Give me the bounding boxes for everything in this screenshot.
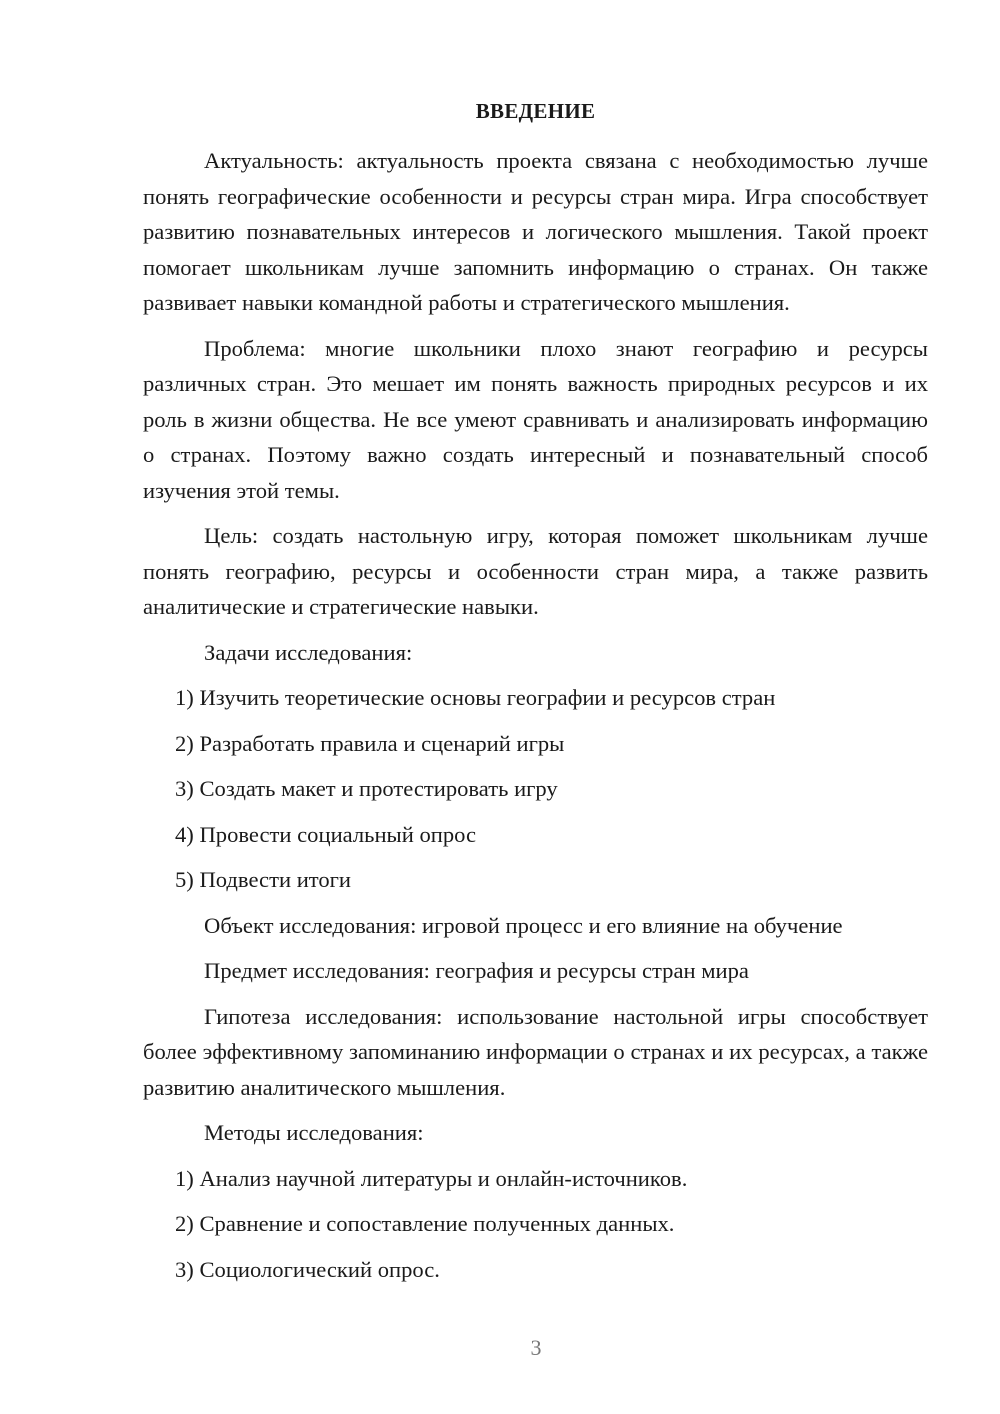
goal-paragraph: Цель: создать настольную игру, которая поможет школьникам лучше понять географию, ресурсы и особенности стран мира, а также развить аналитические и стратегические навыки. — [143, 523, 928, 619]
relevance-paragraph: Актуальность: актуальность проекта связана с необходимостью лучше понять географические особенности и ресурсы стран мира. Игра способствует развитию познавательных интересов и логического мышления. Такой проект помогает школьникам лучше запомнить информацию о странах. Он также развивает навыки командной работы и стратегического мышления. — [143, 148, 928, 315]
section-title: ВВЕДЕНИЕ — [475, 99, 596, 123]
task-item: 2) Разработать правила и сценарий игры — [175, 730, 565, 756]
task-item: 4) Провести социальный опрос — [175, 821, 477, 847]
task-item: 1) Изучить теоретические основы географии и ресурсов стран — [175, 685, 776, 710]
methods-list — [143, 1161, 928, 1288]
task-item: 5) Подвести итоги — [175, 867, 352, 892]
method-item: 2) Сравнение и сопоставление полученных данных. — [175, 1211, 675, 1236]
problem-paragraph: Проблема: многие школьники плохо знают географию и ресурсы различных стран. Это мешает им понять важность природных ресурсов и их роль в жизни общества. Не все умеют сравнивать и анализировать информацию о странах. Поэтому важно создать интересный и познавательный способ изучения этой темы. — [143, 335, 928, 503]
method-item: 1) Анализ научной литературы и онлайн-источников. — [175, 1165, 688, 1191]
research-subject: Предмет исследования: география и ресурсы стран мира — [204, 958, 749, 983]
page-number: 3 — [530, 1335, 542, 1360]
methods-heading: Методы исследования: — [204, 1120, 424, 1145]
body-text — [143, 143, 928, 1287]
task-item: 3) Создать макет и протестировать игру — [175, 776, 558, 801]
hypothesis-paragraph: Гипотеза исследования: использование настольной игры способствует более эффективному запоминанию информации о странах и их ресурсах, а также развитию аналитического мышления. — [143, 1003, 928, 1100]
tasks-list — [143, 680, 928, 898]
method-item: 3) Социологический опрос. — [175, 1256, 440, 1282]
tasks-heading: Задачи исследования: — [204, 639, 413, 665]
research-object: Объект исследования: игровой процесс и его влияние на обучение — [204, 912, 843, 938]
